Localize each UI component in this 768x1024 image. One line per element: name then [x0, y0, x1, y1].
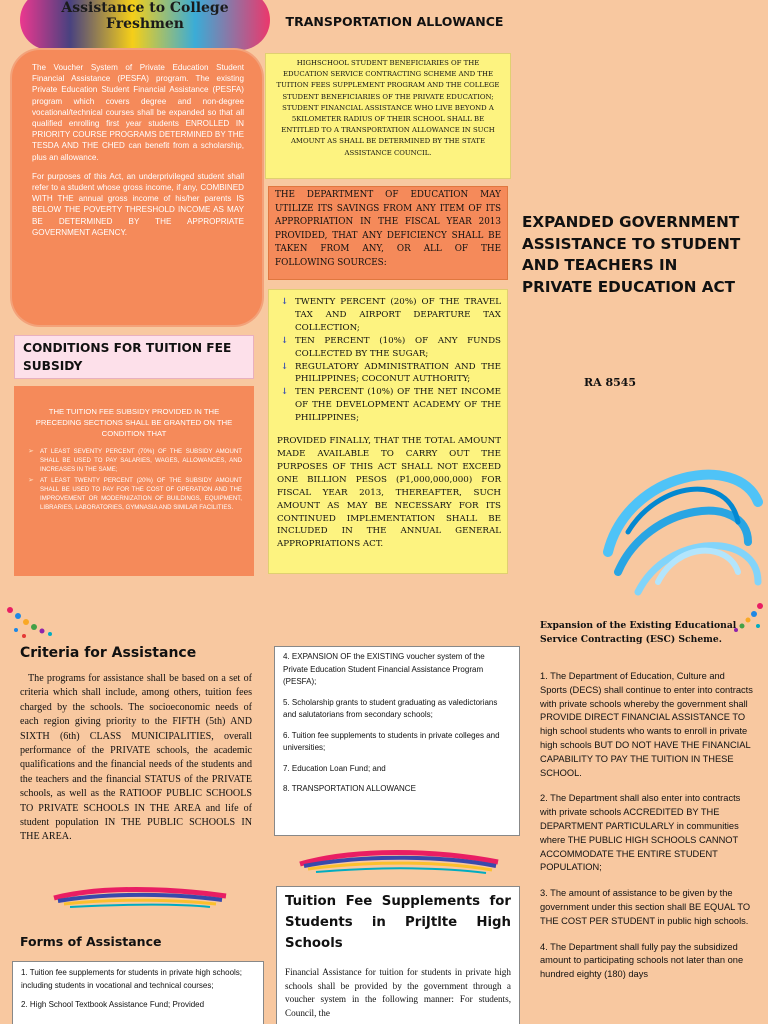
conditions-title: CONDITIONS FOR TUITION FEE SUBSIDY [14, 335, 254, 379]
esc-body [540, 670, 754, 994]
list-item: 1. The Department of Education, Culture and Sports (DECS) shall continue to enter into contracts with private schools whereby the government shall PROVIDE DIRECT FINANCIAL ASSISTANCE TO high school students who wants to enroll in private high schools BUT DO NOT HAVE THE FINANCIAL CAPABILITY TO PAY THE TUITION IN THESE SCHOOL. [540, 671, 753, 778]
list-item: ↓ TEN PERCENT (10%) OF THE NET INCOME OF THE DEVELOPMENT ACADEMY OF THE PHILIPPINES; [295, 386, 501, 425]
ra-number: RA 8545 [583, 376, 637, 389]
conditions-box [14, 386, 254, 576]
list-item: 2. High School Textbook Assistance Fund; Provided [21, 1000, 205, 1009]
list-item: ➢ AT LEAST TWENTY PERCENT (20%) OF THE SUBSIDY AMOUNT SHALL BE USED TO PAY FOR THE COST OF OPERATION AND THE IMPROVEMENT OR MODERNIZATION OF BUILDINGS, EQUIPMENT, LIBRARIES, LABORATORIES, GYMNASIA AND SIMILAR FACILITIES. [40, 476, 242, 512]
transportation-title: TRANSPORTATION ALLOWANCE [285, 14, 504, 29]
list-item: ↓ TEN PERCENT (10%) OF ANY FUNDS COLLECTED BY THE SUGAR; [295, 335, 501, 361]
blue-swirl-decoration [598, 432, 768, 602]
conditions-list [26, 447, 242, 512]
tuition-supplements-box [276, 886, 520, 1024]
list-item: 3. The amount of assistance to be given by the government under this section shall BE EQUAL TO THE COST PER STUDENT in public high schools. [540, 888, 751, 926]
main-title: EXPANDED GOVERNMENT ASSISTANCE TO STUDENT AND TEACHERS IN PRIVATE EDUCATION ACT [522, 213, 741, 297]
list-item: 2. The Department shall also enter into contracts with private schools ACCREDITED BY THE DEPARTMENT PARTICULARLY in communities where THE PUBLIC HIGH SCHOOLS CANNOT ACCOMMODATE THE ENTIRE STUDENT POPULATION; [540, 793, 741, 873]
conditions-lead: THE TUITION FEE SUBSIDY PROVIDED IN THE PRECEDING SECTIONS SHALL BE GRANTED ON THE CONDITION THAT [35, 407, 233, 438]
criteria-body: The programs for assistance shall be based on a set of criteria which shall include, among others, tuition fees charged by the schools. The socioeconomic needs of each region giving priority to the FIFTH (5th) AND SIXTH (6th) CLASS MUNICIPALITIES, overall performance of the PRIVATE schools, the academic qualifications and the financial needs of the students and the teachers and the financial STATUS of the PRIVATE schools, as well as the RATIOOF PUBLIC SCHOOLS TO PRIVATE SCHOOLS IN THE AREA and life of student population IN THE PUBLIC SCHOOLS IN THE AREA. [20, 673, 252, 843]
funding-closing-text: PROVIDED FINALLY, THAT THE TOTAL AMOUNT MADE AVAILABLE TO CARRY OUT THE PURPOSES OF THIS ACT SHALL NOT EXCEED ONE BILLION PESOS (P1,000,000,000) FOR FISCAL YEAR 2013, THEREAFTER, SUCH AMOUNT AS MAY BE NECESSARY FOR ITS CONTINUED IMPLEMENTATION SHALL BE INCLUDED IN THE ANNUAL GENERAL APPROPRIATIONS ACT. [277, 436, 501, 550]
list-item: 7. Education Loan Fund; and [283, 763, 386, 773]
department-savings-box: THE DEPARTMENT OF EDUCATION MAY UTILIZE ITS SAVINGS FROM ANY ITEM OF ITS APPROPRIATION IN THE FISCAL YEAR 2013 PROVIDED, THAT ANY DEFICIENCY SHALL BE TAKEN FROM ANY, OR ALL OF THE FOLLOWING SOURCES: [268, 186, 508, 280]
list-item: 1. Tuition fee supplements for students in private high schools; including students in vocational and technical courses; [21, 968, 243, 990]
voucher-paragraph-2: For purposes of this Act, an underprivileged student shall refer to a student whose gross income, if any, COMBINED WITH THE annual gross income of his/her parents IS BELOW THE POVERTY THRESHOLD INCOME AS MAY BE DETERMINED BY THE APPROPRIATE GOVERNMENT AGENCY. [32, 171, 244, 237]
list-item: 4. The Department shall fully pay the subsidized amount to participating schools not later than one hundred eighty (180) days [540, 941, 744, 980]
dots-decoration-left [4, 600, 64, 650]
voucher-system-box [12, 50, 262, 325]
programs-list-box [274, 646, 520, 836]
forms-box [12, 961, 264, 1024]
esc-title: Expansion of the Existing Educational Service Contracting (ESC) Scheme. [540, 620, 737, 645]
list-item: 5. Scholarship grants to student graduating as valedictorians and salutatorians from secondary schools; [283, 697, 498, 719]
list-item: ↓ REGULATORY ADMINISTRATION AND THE PHILIPPINES; COCONUT AUTHORITY; [295, 361, 501, 387]
tuition-supplements-body: Financial Assistance for tuition for students in private high schools shall be provided by the government through a voucher system in the following manner: For students, Council, the [285, 967, 511, 1018]
brush-stroke-decoration [50, 884, 230, 910]
funding-sources-list [277, 296, 501, 425]
voucher-paragraph-1: The Voucher System of Private Education Student Financial Assistance (PESFA) program. The existing Private Education Student Financial Assistance (PESFA) program which covers degree and non-degree vocational/technical courses shall be expanded so that all qualified enrolling first year students ENROLLED IN PRIORITY COURSE PROGRAMS DETERMINED BY THE TESDA AND THE CHED can benefit from a scholarship, plus an allowance. [32, 63, 244, 162]
transportation-box: HIGHSCHOOL STUDENT BENEFICIARIES OF THE EDUCATION SERVICE CONTRACTING SCHEME AND THE TUITION FEES SUPPLEMENT PROGRAM AND THE COLLEGE STUDENT BENEFICIARIES OF THE PRIVATE EDUCATION; STUDENT FINANCIAL ASSISTANCE WHO LIVE BEYOND A 5KILOMETER RADIUS OF THEIR SCHOOL SHALL BE ENTITLED TO A TRANSPORTATION ALLOWANCE IN SUCH AMOUNT AS SHALL BE DETERMINED BY THE STATE ASSISTANCE COUNCIL. [265, 53, 511, 179]
list-item: 8. TRANSPORTATION ALLOWANCE [283, 784, 416, 793]
forms-title: Forms of Assistance [20, 934, 162, 949]
header-title: Assistance to College Freshmen [61, 0, 229, 32]
criteria-title: Criteria for Assistance [20, 645, 197, 661]
tuition-supplements-title: Tuition Fee Supplements for Students in PriJtlte High Schools [285, 894, 511, 951]
list-item: ➢ AT LEAST SEVENTY PERCENT (70%) OF THE SUBSIDY AMOUNT SHALL BE USED TO PAY SALARIES, WAGES, ALLOWANCES, AND INCREASES IN THE SAME; [40, 447, 242, 474]
list-item: 4. EXPANSION OF the EXISTING voucher system of the Private Education Student Financial Assistance Program (PESFA); [283, 652, 485, 686]
funding-sources-box [268, 289, 508, 574]
brush-stroke-decoration [296, 846, 502, 876]
list-item: ↓ TWENTY PERCENT (20%) OF THE TRAVEL TAX AND AIRPORT DEPARTURE TAX COLLECTION; [295, 296, 501, 335]
list-item: 6. Tuition fee supplements to students in private colleges and universities; [283, 730, 500, 752]
